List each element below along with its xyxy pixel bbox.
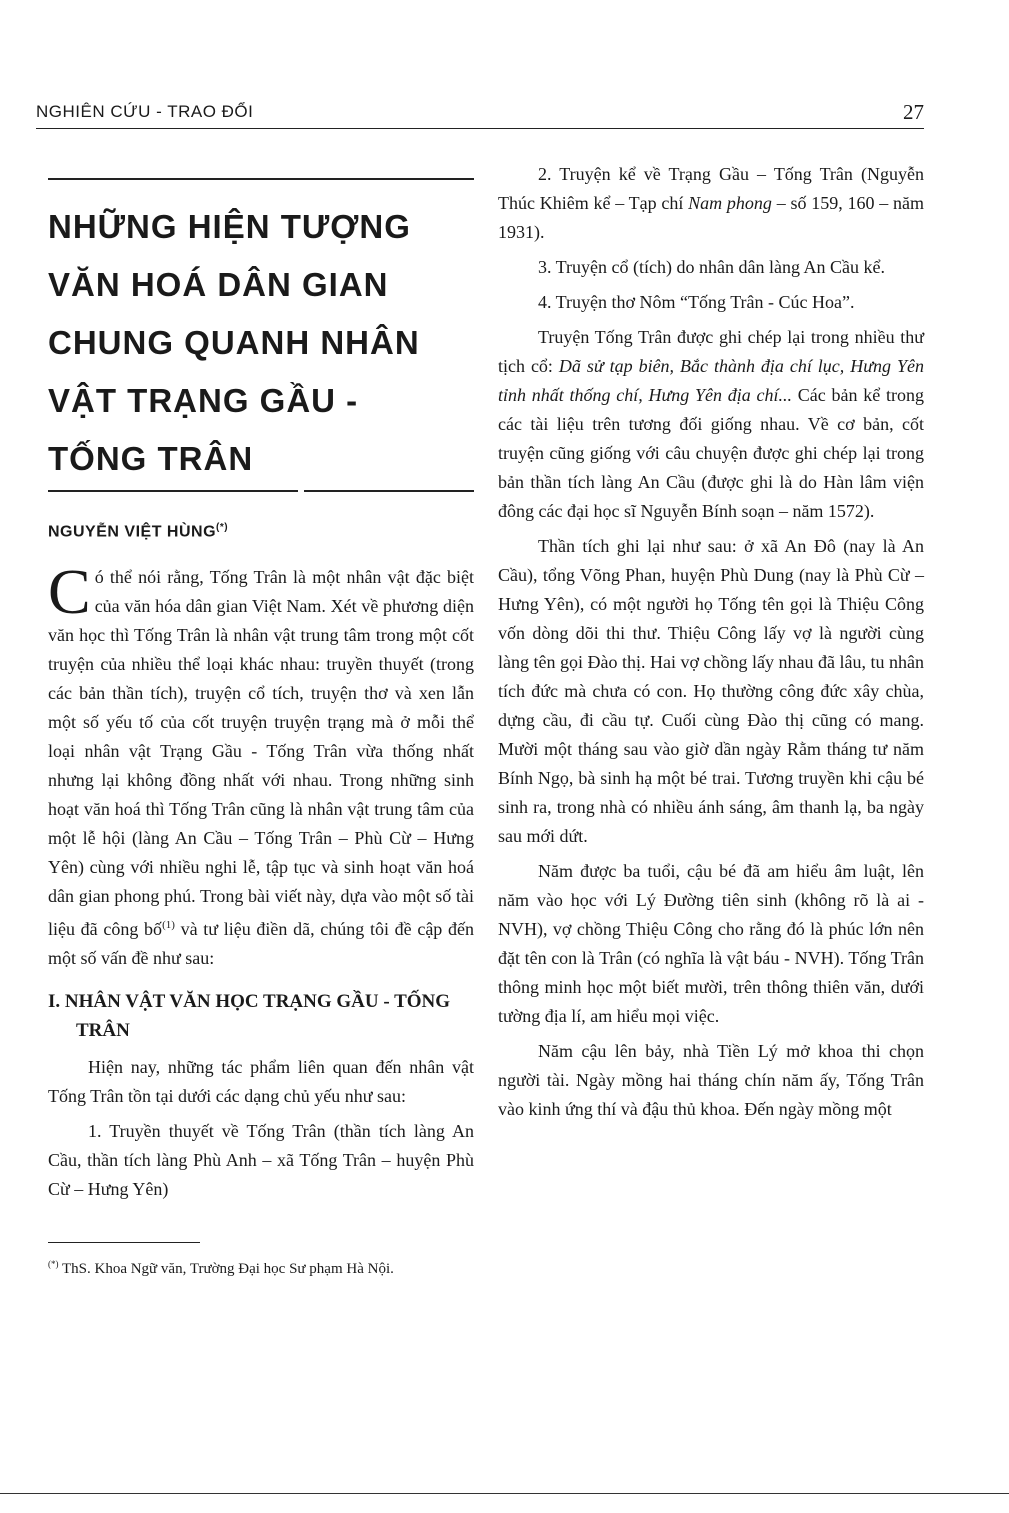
title-line: TỐNG TRÂN [48, 440, 254, 477]
source-titles: Dã sử tạp biên, Bắc thành địa chí lục, Hưng Yên tỉnh nhất thống chí, Hưng Yên địa chí... [498, 356, 924, 405]
intro-tail: và tư liệu điền dã, chúng tôi đề cập đến một số vấn đề như sau: [48, 919, 474, 969]
author-name: NGUYỄN VIỆT HÙNG [48, 523, 217, 541]
body-paragraph: Thần tích ghi lại như sau: ở xã An Đô (nay là An Cầu), tổng Võng Phan, huyện Phù Dung (nay là Phù Cừ – Hưng Yên), có một người họ Tống tên gọi là Thiệu Công vốn dòng dõi thi thư. Thiệu Công lấy vợ là người cùng làng tên gọi Đào thị. Hai vợ chồng lấy nhau đã lâu, tu nhân tích đức mà chưa có con. Họ thường công đức xây chùa, dựng cầu, đi cầu tự. Cuối cùng Đào thị cũng có mang. Mười một tháng sau vào giờ dần ngày Rằm tháng tư năm Bính Ngọ, bà sinh hạ một bé trai. Tương truyền khi cậu bé sinh ra, trong nhà có nhiều ánh sáng, âm thanh lạ, ba ngày sau mới dứt. [498, 536, 924, 846]
item-text: – số 159, 160 – năm 1931). [498, 193, 924, 242]
item-text: 2. Truyện kể về Trạng Gầu – Tống Trân (Nguyễn Thúc Khiêm kể – Tạp chí [498, 164, 924, 213]
body-paragraph: 1. Truyền thuyết về Tống Trân (thần tích làng An Cầu, thần tích làng Phù Anh – xã Tống Trân – huyện Phù Cừ – Hưng Yên) [48, 1121, 474, 1200]
drop-cap: C [48, 556, 91, 628]
paragraph-text: Các bản kể trong các tài liệu trên tương đối giống nhau. Về cơ bản, cốt truyện cũng giống với câu chuyện được ghi chép lại trong bản thần tích làng An Cầu (được ghi là do Hàn lâm viện đông các đại học sĩ Nguyễn Bính soạn – năm 1572). [498, 385, 924, 521]
body-paragraph: Năm cậu lên bảy, nhà Tiền Lý mở khoa thi chọn người tài. Ngày mồng hai tháng chín năm ấy, Tống Trân vào kinh ứng thí và đậu thủ khoa. Đến ngày mồng một [498, 1041, 924, 1119]
author-line [48, 522, 474, 541]
footnote-text: ThS. Khoa Ngữ văn, Trường Đại học Sư phạm Hà Nội. [58, 1261, 394, 1278]
title-line: CHUNG QUANH NHÂN [48, 324, 420, 361]
title-bottom-rule [48, 490, 474, 494]
running-header [36, 100, 924, 129]
title-line: VĂN HOÁ DÂN GIAN [48, 266, 389, 303]
page-number: 27 [903, 100, 924, 124]
body-paragraph [498, 160, 924, 247]
section-heading: I. NHÂN VẬT VĂN HỌC TRẠNG GẦU - TỐNG TRÂN [48, 991, 451, 1042]
footnote-mark: (*) [48, 1259, 59, 1270]
reference-mark: (1) [162, 919, 175, 932]
body-paragraph: 4. Truyện thơ Nôm “Tống Trân - Cúc Hoa”. [538, 292, 855, 312]
title-line: NHỮNG HIỆN TƯỢNG [48, 208, 411, 245]
intro-paragraph [48, 556, 474, 973]
body-paragraph [498, 323, 924, 526]
title-top-rule [48, 178, 474, 180]
title-line: VẬT TRẠNG GẦU - [48, 382, 359, 419]
left-column [48, 178, 474, 1280]
body-paragraph: Hiện nay, những tác phẩm liên quan đến nhân vật Tống Trân tồn tại dưới các dạng chủ yếu như sau: [48, 1057, 474, 1107]
body-paragraph: 3. Truyện cổ (tích) do nhân dân làng An Cầu kể. [538, 257, 885, 277]
footnote-rule [48, 1242, 200, 1243]
intro-text: ó thể nói rằng, Tống Trân là một nhân vật đặc biệt của văn hóa dân gian Việt Nam. Xét về phương diện văn học thì Tống Trân là nhân vật trung tâm trong một cốt truyện của nhiều thể loại khác nhau: truyền thuyết (trong các bản thần tích), truyện cổ tích, truyện thơ và xen lẫn một số yếu tố của cốt truyện truyện trạng mà ở mỗi thể loại nhân vật Trạng Gầu - Tống Trân vừa thống nhất nhưng lại không đồng nhất với nhau. Trong những sinh hoạt văn hoá thì Tống Trân cũng là nhân vật trung tâm của một lễ hội (làng An Cầu – Tống Trân – Phù Cừ – Hưng Yên) cùng với nhiều nghi lễ, tập tục và sinh hoạt văn hoá dân gian phong phú. Trong bài viết này, dựa vào một số tài liệu đã công bố [48, 567, 474, 940]
page-bottom-rule [0, 1493, 1009, 1494]
footnote [48, 1253, 474, 1280]
journal-section-label: NGHIÊN CỨU - TRAO ĐỔI [36, 102, 254, 121]
paragraph-text: Truyện Tống Trân được ghi chép lại trong nhiều thư tịch cổ: [498, 327, 924, 376]
journal-name: Nam phong [688, 193, 772, 213]
right-column [498, 160, 924, 1130]
body-paragraph: Năm được ba tuổi, cậu bé đã am hiểu âm luật, lên năm vào học với Lý Đường tiên sinh (không rõ là ai - NVH), vợ chồng Thiệu Công cho rằng đó là phúc lớn nên đặt tên con là Trân (có nghĩa là vật báu - NVH). Tống Trân thông minh học một biết mười, trên thông thiên văn, dưới tường địa lí, am hiểu mọi việc. [498, 861, 924, 1026]
article-title [48, 198, 474, 488]
author-footnote-mark: (*) [216, 522, 229, 533]
